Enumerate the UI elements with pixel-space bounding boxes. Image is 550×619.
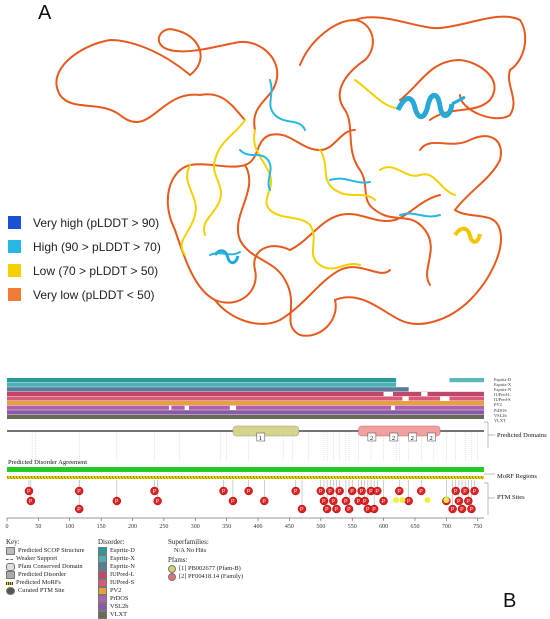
predictor-gap: [440, 397, 449, 401]
ptm-letter: P: [77, 507, 81, 514]
legend-label-high: High (90 > pLDDT > 70): [33, 239, 161, 254]
disorder-key-label: Espritz-N: [110, 563, 135, 570]
ptm-letter: P: [369, 489, 373, 496]
disorder-key-label: PrDOS: [110, 595, 129, 602]
predictor-gap: [230, 406, 236, 410]
ptm-letter: P: [362, 499, 367, 506]
ptm-letter: P: [469, 507, 473, 514]
ptm-letter: P: [300, 507, 304, 514]
disorder-key-item: [98, 571, 135, 579]
disorder-swatch: [98, 563, 107, 571]
pfam-domain-icon: [6, 563, 15, 571]
ptm-letter: P: [27, 489, 31, 496]
ptm-letter: P: [397, 489, 401, 496]
ptm-letter: P: [152, 489, 157, 496]
ptm-letter: P: [334, 507, 339, 514]
disorder-swatch: [98, 595, 107, 603]
predictor-bar: [7, 383, 396, 387]
key-legend: [6, 538, 85, 595]
key-item: [6, 579, 85, 587]
ptm-sites-label: PTM Sites: [497, 494, 525, 501]
scop-icon: [6, 547, 15, 555]
superfamilies-value: N/A No Hits: [174, 547, 207, 554]
legend-swatch-high: [8, 240, 21, 253]
ptm-letter: P: [262, 499, 266, 506]
key-title: Key:: [6, 538, 20, 546]
helix-3: [215, 251, 238, 263]
ptm-letter: P: [293, 489, 298, 496]
disorder-agreement-bar: [7, 467, 484, 472]
ptm-letter: P: [419, 489, 423, 496]
key-item: [6, 571, 85, 579]
key-item: [6, 555, 85, 563]
morf-icon: [6, 582, 13, 585]
predictor-gap: [185, 406, 189, 410]
ptm-letter: P: [246, 489, 251, 496]
disorder-key-item: [98, 563, 135, 571]
predictor-bar: [7, 378, 396, 382]
x-axis-tick-label: 650: [410, 524, 420, 530]
ptm-letter: P: [472, 489, 477, 496]
x-axis-tick-label: 150: [96, 524, 106, 530]
ptm-letter: P: [337, 489, 342, 496]
key-item-label: Predicted Disorder: [18, 571, 67, 578]
predictor-name: VSL2b: [494, 412, 507, 418]
legend-very-high: [8, 212, 161, 233]
disorder-agreement-label: Predicted Disorder Agreement: [8, 459, 88, 466]
pfam-dot: [443, 497, 449, 503]
disorder-swatch: [98, 587, 107, 595]
key-item: [6, 587, 85, 595]
predictor-gap: [391, 406, 395, 410]
disorder-key: [98, 538, 135, 619]
ptm-letter: P: [366, 507, 370, 514]
predictor-bar: [7, 415, 484, 419]
predictor-gap: [384, 392, 393, 396]
disorder-key-item: [98, 547, 135, 555]
x-axis-tick-label: 50: [35, 524, 42, 530]
x-axis-tick-label: 200: [128, 524, 138, 530]
ptm-letter: P: [231, 499, 235, 506]
x-axis-tick-label: 450: [284, 524, 294, 530]
panel-label-b: B: [503, 590, 517, 612]
ptm-letter: P: [381, 499, 386, 506]
x-axis-tick-label: 250: [159, 524, 169, 530]
superfamilies-title: Superfamilies:: [168, 538, 209, 546]
ptm-letter: P: [29, 499, 33, 506]
disorder-key-label: Espritz-D: [110, 547, 135, 554]
plddt-legend: [8, 212, 161, 308]
key-item-label: Predicted MoRFs: [16, 579, 61, 586]
legend-low: [8, 260, 161, 281]
disorder-swatch: [98, 555, 107, 563]
x-axis-tick-label: 400: [253, 524, 263, 530]
ptm-letter: P: [406, 499, 411, 506]
disorder-key-item: [98, 611, 135, 619]
pfam-label: [1] PB002677 (Pfam-B): [179, 565, 241, 572]
legend-label-very-high: Very high (pLDDT > 90): [33, 215, 160, 230]
ptm-letter: P: [375, 489, 379, 496]
x-axis-tick-label: 100: [65, 524, 75, 530]
predictor-name: Espritz-N: [494, 387, 512, 393]
predictor-name: Espritz-X: [494, 382, 512, 388]
predictor-bar: [7, 406, 484, 410]
predictor-name-list: [494, 377, 511, 423]
predictor-bar: [7, 387, 409, 391]
ptm-letter: P: [221, 489, 226, 496]
key-item-label: Curated PTM Site: [18, 587, 65, 594]
key-item-label: Weaker Support: [16, 555, 58, 562]
morf-regions-label: MoRF Regions: [497, 473, 537, 480]
disorder-key-label: VLXT: [110, 611, 128, 618]
x-axis-tick-label: 550: [347, 524, 357, 530]
disorder-key-label: IUPred-L: [110, 571, 135, 578]
legend-high: [8, 236, 161, 257]
ptm-letter: P: [325, 507, 329, 514]
ptm-letter: P: [322, 499, 326, 506]
predicted-domains-label: Predicted Domains: [497, 432, 547, 439]
ptm-letter: P: [453, 489, 458, 496]
x-axis-tick-label: 350: [222, 524, 232, 530]
disorder-key-item: [98, 555, 135, 563]
pfams-title: Pfams:: [168, 556, 188, 564]
disorder-key-title: Disorder:: [98, 538, 125, 546]
predictor-name: IUPred-S: [494, 397, 511, 403]
predictor-name: Espritz-D: [494, 377, 512, 382]
x-axis-tick-label: 700: [441, 524, 451, 530]
disorder-key-label: IUPred-S: [110, 579, 135, 586]
ptm-letter: P: [350, 489, 354, 496]
legend-label-low: Low (70 > pLDDT > 50): [33, 263, 159, 278]
legend-very-low: [8, 284, 161, 305]
ptm-letter: P: [344, 499, 348, 506]
panel-label-a: A: [38, 2, 52, 24]
ptm-letter: P: [331, 499, 335, 506]
disorder-key-item: [98, 579, 135, 587]
key-item-label: Pfam Conserved Domain: [18, 563, 83, 570]
helix-2: [455, 229, 480, 242]
ptm-letter: P: [155, 499, 160, 506]
predicted-domain-1: [233, 426, 299, 436]
domain-number: 2: [369, 435, 374, 442]
ptm-letter: P: [466, 499, 470, 506]
legend-label-very-low: Very low (pLDDT < 50): [33, 287, 155, 302]
disorder-key-label: VSL2b: [110, 603, 129, 610]
pfam-dot: [425, 497, 431, 503]
legend-swatch-very-high: [8, 216, 21, 229]
pfam-swatch: [168, 565, 176, 573]
disorder-prediction-map: [0, 370, 550, 540]
predictor-name: PrDOS: [494, 407, 507, 413]
predictor-bar: [7, 392, 484, 396]
domain-number: 2: [391, 435, 396, 442]
ptm-letter: P: [460, 507, 464, 514]
ptm-letter: P: [457, 499, 461, 506]
disorder-key-item: [98, 603, 135, 611]
ptm-letter: P: [450, 507, 455, 514]
disorder-swatch: [98, 547, 107, 555]
pfam-dot: [393, 497, 399, 503]
legend-swatch-low: [8, 264, 21, 277]
domain-number: 2: [410, 435, 414, 442]
ptm-site-icon: [6, 587, 15, 595]
predictor-gap: [169, 406, 172, 410]
predictor-name: IUPred-L: [494, 392, 511, 398]
predictor-bar: [7, 396, 484, 400]
disorder-key-item: [98, 595, 135, 603]
predictor-bar: [449, 378, 484, 382]
domain-number: 2: [429, 435, 433, 442]
x-axis-tick-label: 500: [316, 524, 326, 530]
disorder-swatch: [98, 611, 107, 619]
x-axis-tick-label: 600: [379, 524, 389, 530]
predictor-gap: [402, 397, 408, 401]
ptm-letter: P: [77, 489, 81, 496]
pfam-swatch: [168, 573, 176, 581]
x-axis-tick-label: 0: [5, 524, 9, 530]
ptm-letter: P: [328, 489, 332, 496]
disorder-swatch: [98, 603, 107, 611]
pfam-item: [168, 573, 243, 581]
disorder-key-item: [98, 587, 135, 595]
predictor-name: PV2: [494, 402, 502, 408]
predictor-bar: [7, 410, 484, 414]
ptm-letter: P: [347, 507, 351, 514]
x-axis-tick-label: 300: [190, 524, 200, 530]
disorder-icon: [6, 571, 15, 579]
superfamilies-key: [168, 538, 243, 581]
ptm-letter: P: [372, 507, 376, 514]
ptm-letter: P: [115, 499, 119, 506]
predictor-name: VLXT: [494, 417, 506, 423]
ptm-letter: P: [463, 489, 467, 496]
helix-1: [398, 95, 465, 116]
weak-support-icon: [6, 559, 13, 560]
predictor-bar: [7, 401, 484, 405]
predictor-gap: [421, 392, 427, 396]
ptm-letter: P: [319, 489, 323, 496]
disorder-swatch: [98, 571, 107, 579]
pfam-item: [168, 565, 243, 573]
disorder-swatch: [98, 579, 107, 587]
x-axis-tick-label: 750: [473, 524, 483, 530]
domain-number: 1: [258, 435, 263, 442]
ptm-letter: P: [356, 499, 361, 506]
key-item: [6, 563, 85, 571]
key-item-label: Predicted SCOP Structure: [18, 547, 85, 554]
disorder-key-label: Espritz-X: [110, 555, 135, 562]
key-item: [6, 547, 85, 555]
disorder-key-label: PV2: [110, 587, 122, 594]
legend-swatch-very-low: [8, 288, 21, 301]
pfam-label: [2] PF00418.14 (Family): [179, 573, 244, 580]
ptm-letter: P: [359, 489, 364, 496]
pfam-dot: [399, 497, 405, 503]
